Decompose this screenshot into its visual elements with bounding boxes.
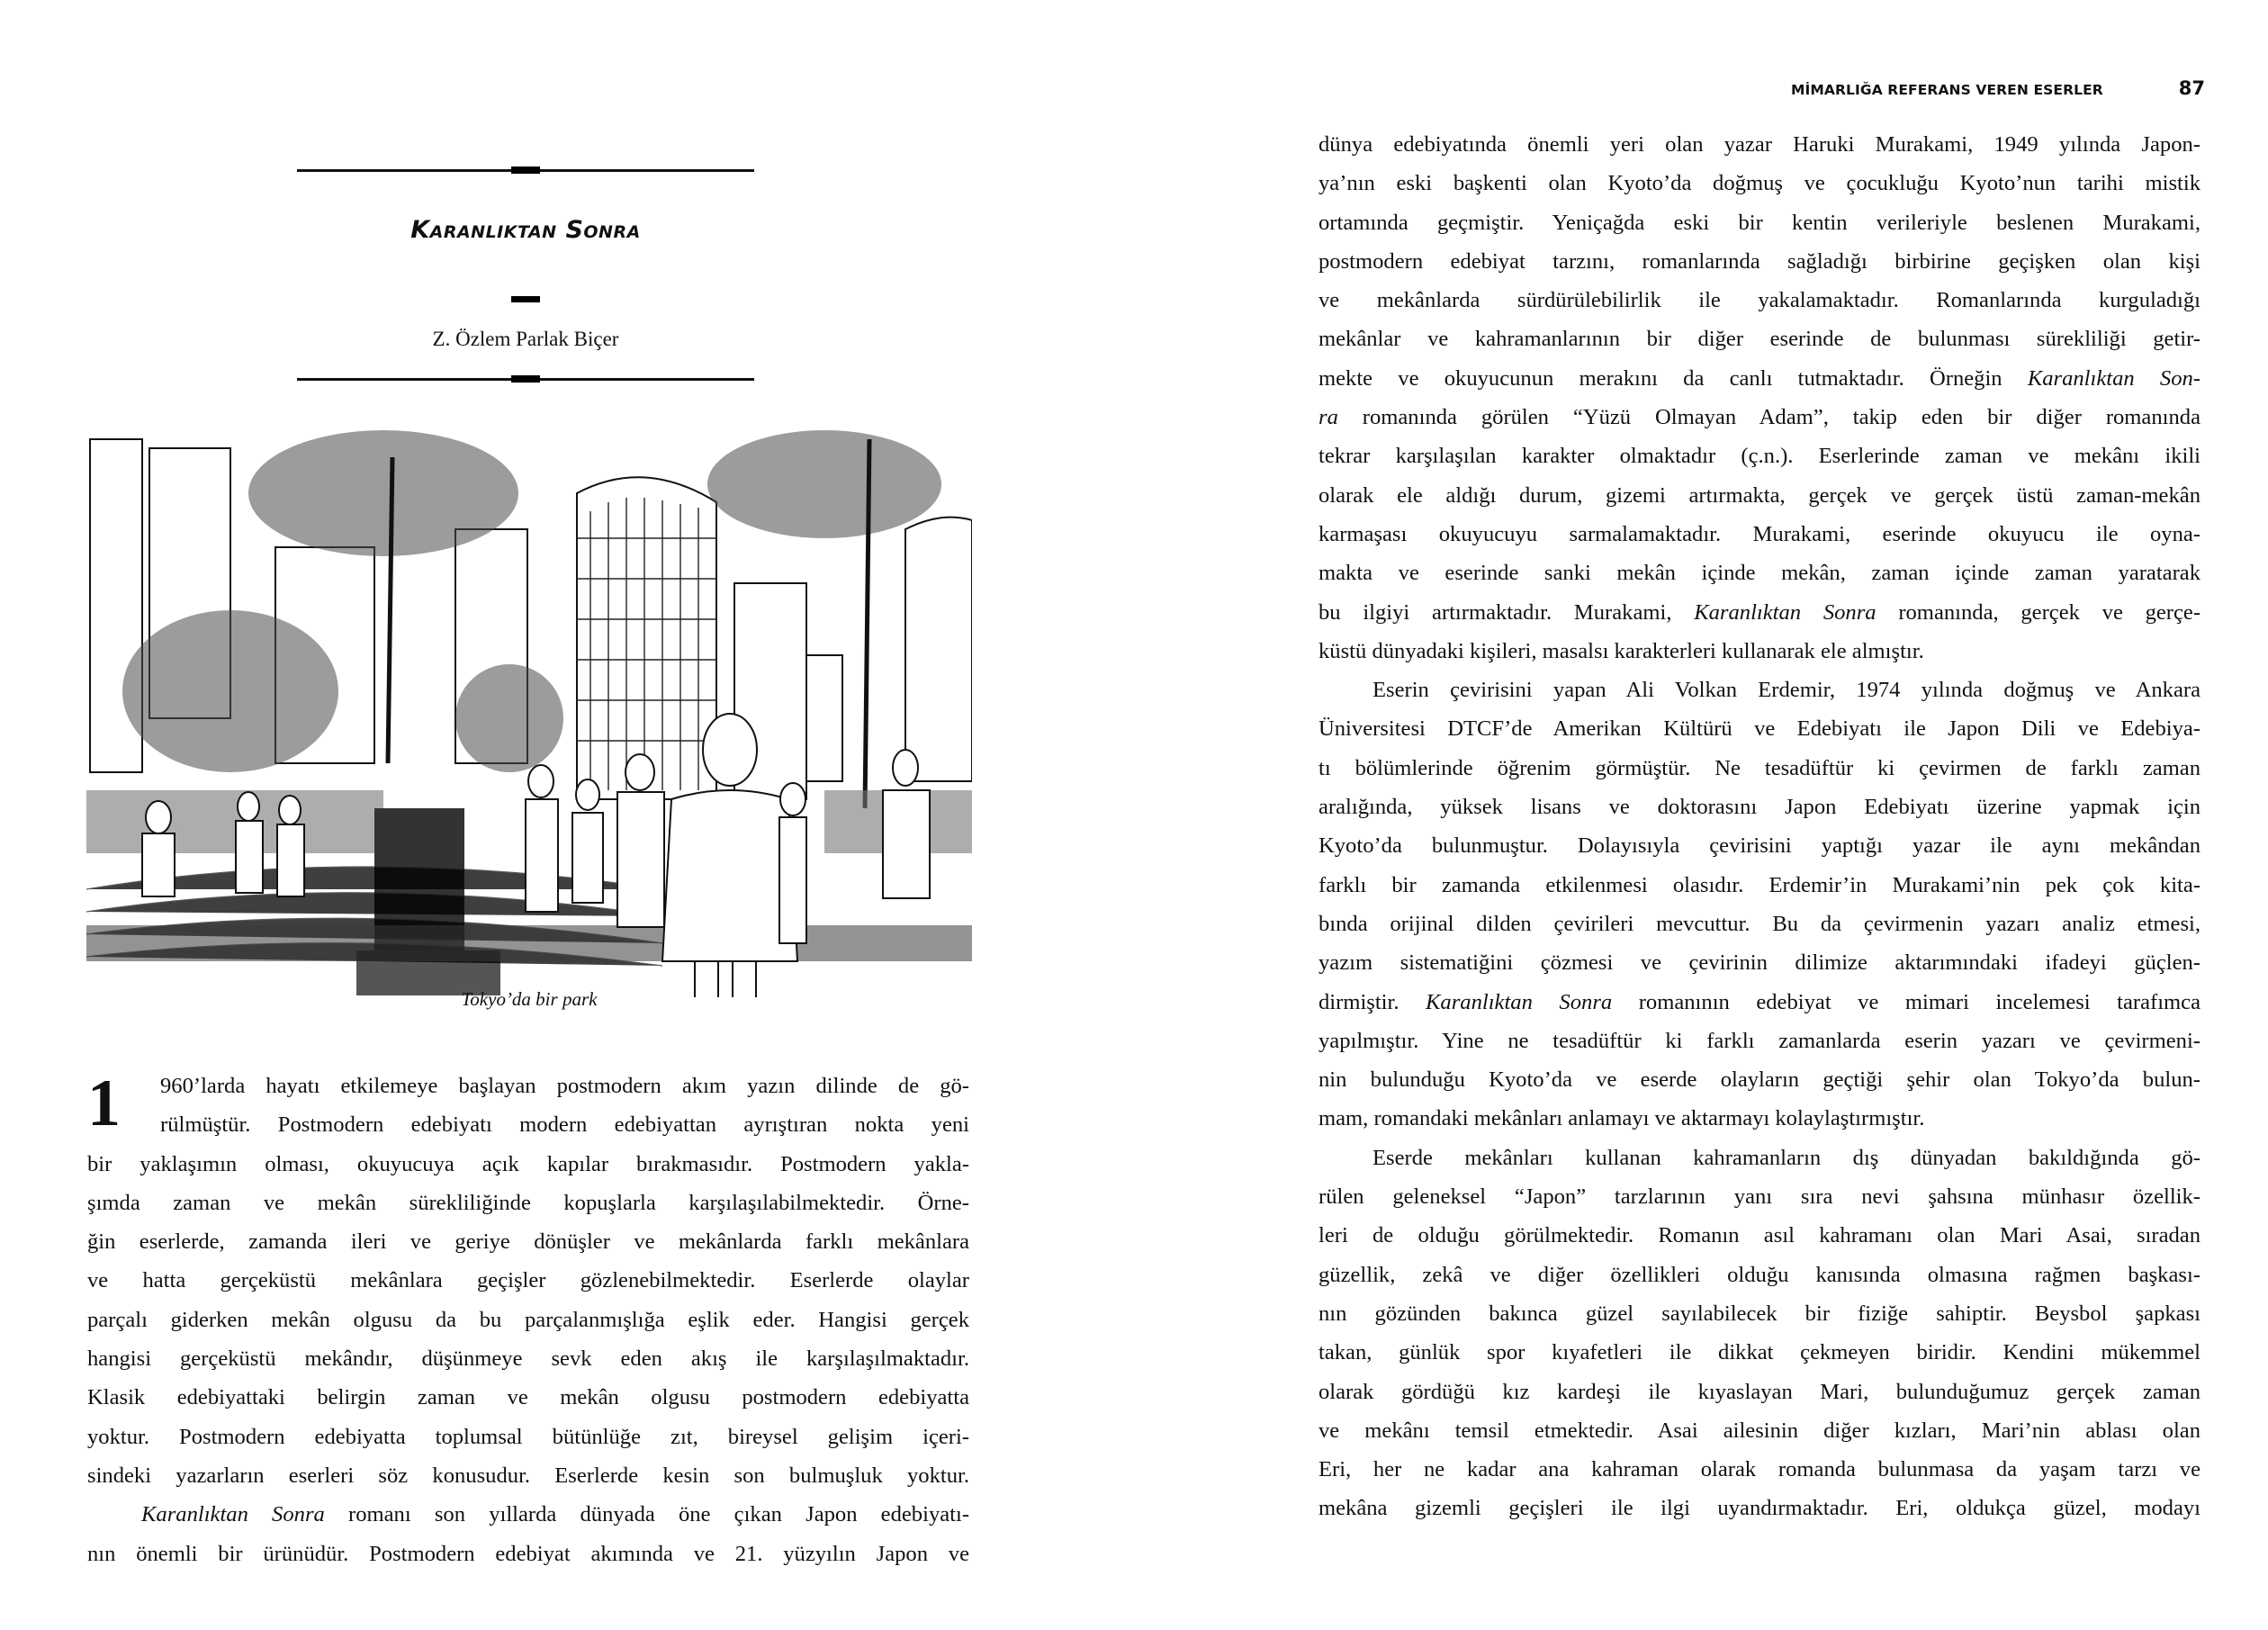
text-line: rülen geleneksel “Japon” tarzlarının yanı sıra nevi şahsına münhasır özellik- bbox=[1318, 1184, 2200, 1210]
text-fragment: dirmiştir. bbox=[1318, 989, 1426, 1014]
paragraph bbox=[87, 1495, 969, 1573]
text-line: bında orijinal dilden çevirileri mevcuttur. Bu da çevirmenin yazarı analiz etmesi, bbox=[1318, 911, 2200, 936]
page-number: 87 bbox=[2178, 77, 2205, 99]
text-line: tekrar karşılaşılan karakter olmaktadır (ç.n.). Eserlerinde zaman ve mekânı ikili bbox=[1318, 444, 2200, 469]
text-line: parçalı giderken mekân olgusu da bu parçalanmışlığa eşlik eder. Hangisi gerçek bbox=[87, 1307, 969, 1332]
text-line: ya’nın eski başkenti olan Kyoto’da doğmuş ve çocukluğu Kyoto’nun tarihi mistik bbox=[1318, 171, 2200, 196]
text-line: Klasik edebiyattaki belirgin zaman ve mekân olgusu postmodern edebiyatta bbox=[87, 1385, 969, 1410]
right-page-body bbox=[1318, 125, 2200, 1528]
text-line: leri de olduğu görülmektedir. Romanın asıl kahramanı olan Mari Asai, sıradan bbox=[1318, 1223, 2200, 1248]
text-fragment: romanının edebiyat ve mimari incelemesi tarafımca bbox=[1612, 989, 2200, 1014]
running-header bbox=[1791, 77, 2205, 104]
text-line: nın gözünden bakınca güzel sayılabilecek bir fiziğe sahiptir. Beysbol şapkası bbox=[1318, 1301, 2200, 1326]
text-fragment: romanında görülen “Yüzü Olmayan Adam”, takip eden bir diğer romanında bbox=[1337, 405, 2200, 430]
text-line: karmaşası okuyucuyu sarmalamaktadır. Murakami, eserinde okuyucu ile oyna- bbox=[1318, 521, 2200, 546]
book-title-italic: ra bbox=[1318, 405, 1338, 430]
text-line: ortamında geçmiştir. Yeniçağda eski bir kentin verileriyle beslenen Murakami, bbox=[1318, 210, 2200, 235]
text-line: aralığında, yüksek lisans ve doktorasını Japon Edebiyatı üzerine yapmak için bbox=[1318, 795, 2200, 820]
text-line bbox=[87, 1495, 969, 1534]
text-fragment: romanında, gerçek ve gerçe- bbox=[1876, 599, 2200, 625]
text-line: postmodern edebiyat tarzını, romanlarında sağladığı birbirine geçişken olan kişi bbox=[1318, 248, 2200, 274]
book-title-italic: Karanlıktan Son- bbox=[2027, 365, 2200, 391]
title-rule-top bbox=[297, 169, 754, 172]
illustration-tokyo-park-icon bbox=[86, 421, 972, 997]
text-line: yazım sistematiğini çözmesi ve çevirinin dilimize aktarımındaki ifadeyi güçlen- bbox=[1318, 950, 2200, 976]
chapter-author: Z. Özlem Parlak Biçer bbox=[432, 328, 619, 350]
text-line: Üniversitesi DTCF’de Amerikan Kültürü ve Edebiyatı ile Japon Dili ve Edebiya- bbox=[1318, 716, 2200, 742]
title-rule-bottom bbox=[297, 378, 754, 381]
text-fragment: bu ilgiyi artırmaktadır. Murakami, bbox=[1318, 599, 1695, 625]
paragraph bbox=[1318, 1139, 2200, 1528]
text-line: Eserin çevirisini yapan Ali Volkan Erdemir, 1974 yılında doğmuş ve Ankara bbox=[1372, 678, 2200, 703]
text-line: Eserde mekânları kullanan kahramanların dış dünyadan bakıldığında gö- bbox=[1372, 1145, 2200, 1170]
text-line: güzellik, zekâ ve diğer özellikleri olduğu kanısında olmasına rağmen başkası- bbox=[1318, 1262, 2200, 1287]
chapter-title: Karanlıktan Sonra bbox=[410, 216, 641, 244]
text-line: yapılmıştır. Yine ne tesadüftür ki farklı zamanlarda eserin yazarı ve çevirmeni- bbox=[1318, 1028, 2200, 1053]
paragraph bbox=[1318, 671, 2200, 1139]
text-line bbox=[1318, 359, 2200, 398]
text-line: takan, günlük spor kıyafetleri ile dikkat çekmeyen biridir. Kendini mükemmel bbox=[1318, 1340, 2200, 1365]
figure-caption: Tokyo’da bir park bbox=[461, 988, 598, 1010]
park-sketch bbox=[86, 421, 972, 997]
left-page-body bbox=[87, 1067, 969, 1573]
text-line: sindeki yazarların eserleri söz konusudur. Eserlerde kesin son bulmuşluk yoktur. bbox=[87, 1463, 969, 1488]
drop-cap: 1 bbox=[87, 1067, 121, 1140]
text-line: nin bulunduğu Kyoto’da ve eserde olayların geçtiği şehir olan Tokyo’da bulun- bbox=[1318, 1067, 2200, 1093]
section-title: MİMARLIĞA REFERANS VEREN ESERLER bbox=[1791, 82, 2103, 98]
text-line: hangisi gerçeküstü mekândır, düşünmeye sevk eden akış ile karşılaşılmaktadır. bbox=[87, 1346, 969, 1372]
paragraph bbox=[87, 1067, 969, 1495]
book-title-italic: Karanlıktan Sonra bbox=[141, 1502, 325, 1527]
text-line: ve mekânlarda sürdürülebilirlik ile yakalamaktadır. Romanlarında kurguladığı bbox=[1318, 288, 2200, 313]
text-line: 960’larda hayatı etkilemeye başlayan postmodern akım yazın dilinde de gö- bbox=[160, 1074, 969, 1098]
rule-ornament bbox=[511, 167, 540, 174]
paragraph bbox=[1318, 125, 2200, 671]
book-title-italic: Karanlıktan Sonra bbox=[1426, 989, 1613, 1014]
text-line: yoktur. Postmodern edebiyatta toplumsal bütünlüğe zıt, bireysel gelişim içeri- bbox=[87, 1424, 969, 1449]
text-line: nın önemli bir ürünüdür. Postmodern edebiyat akımında ve 21. yüzyılın Japon ve bbox=[87, 1541, 969, 1566]
text-line: küstü dünyadaki kişileri, masalsı karakterleri kullanarak ele almıştır. bbox=[1318, 638, 1924, 663]
book-title-italic: Karanlıktan Sonra bbox=[1694, 599, 1876, 625]
text-line: ve mekânı temsil etmektedir. Asai ailesinin diğer kızları, Mari’nin ablası olan bbox=[1318, 1418, 2200, 1443]
text-line: tı bölümlerinde öğrenim görmüştür. Ne tesadüftür ki çevirmen de farklı zaman bbox=[1318, 755, 2200, 780]
text-line: Eri, her ne kadar ana kahraman olarak romanda bulunmasa da yaşam tarzı ve bbox=[1318, 1457, 2200, 1482]
text-line: mekâna gizemli geçişleri ile ilgi uyandırmaktadır. Eri, oldukça güzel, modayı bbox=[1318, 1496, 2200, 1521]
text-line: şımda zaman ve mekân sürekliliğinde kopuşlarla karşılaşılabilmektedir. Örne- bbox=[87, 1190, 969, 1215]
text-line: mam, romandaki mekânları anlamayı ve aktarmayı kolaylaştırmıştır. bbox=[1318, 1106, 1925, 1131]
text-line: olarak ele aldığı durum, gizemi artırmakta, gerçek ve gerçek üstü zaman-mekân bbox=[1318, 482, 2200, 508]
text-line: Kyoto’da bulunmuştur. Dolayısıyla çevirisini yaptığı yazar ile aynı mekândan bbox=[1318, 833, 2200, 859]
text-line: farklı bir zamanda etkilenmesi olasıdır. Erdemir’in Murakami’nin pek çok kita- bbox=[1318, 872, 2200, 897]
text-line: bir yaklaşımın olması, okuyucuya açık kapılar bırakmasıdır. Postmodern yakla- bbox=[87, 1151, 969, 1176]
text-line: olarak gördüğü kız kardeşi ile kıyaslayan Mari, bulunduğumuz gerçek zaman bbox=[1318, 1379, 2200, 1404]
text-line bbox=[1318, 398, 2200, 437]
title-dash-ornament bbox=[511, 296, 540, 302]
text-line: dünya edebiyatında önemli yeri olan yazar Haruki Murakami, 1949 yılında Japon- bbox=[1318, 132, 2200, 157]
text-line: makta ve eserinde sanki mekân içinde mekân, zaman içinde zaman yaratarak bbox=[1318, 561, 2200, 586]
rule-ornament bbox=[511, 375, 540, 383]
text-line: mekânlar ve kahramanlarının bir diğer eserinde de bulunması sürekliliği getir- bbox=[1318, 327, 2200, 352]
text-line: ve hatta gerçeküstü mekânlara geçişler gözlenebilmektedir. Eserlerde olaylar bbox=[87, 1268, 969, 1293]
text-line: ğin eserlerde, zamanda ileri ve geriye dönüşler ve mekânlarda farklı mekânlara bbox=[87, 1229, 969, 1255]
text-line: rülmüştür. Postmodern edebiyatı modern edebiyattan ayrıştıran nokta yeni bbox=[160, 1112, 969, 1138]
text-fragment: romanı son yıllarda dünyada öne çıkan Japon edebiyatı- bbox=[324, 1502, 969, 1527]
text-line bbox=[1318, 983, 2200, 1022]
text-line bbox=[1318, 593, 2200, 632]
text-fragment: mekte ve okuyucunun merakını da canlı tutmaktadır. Örneğin bbox=[1318, 365, 2028, 391]
